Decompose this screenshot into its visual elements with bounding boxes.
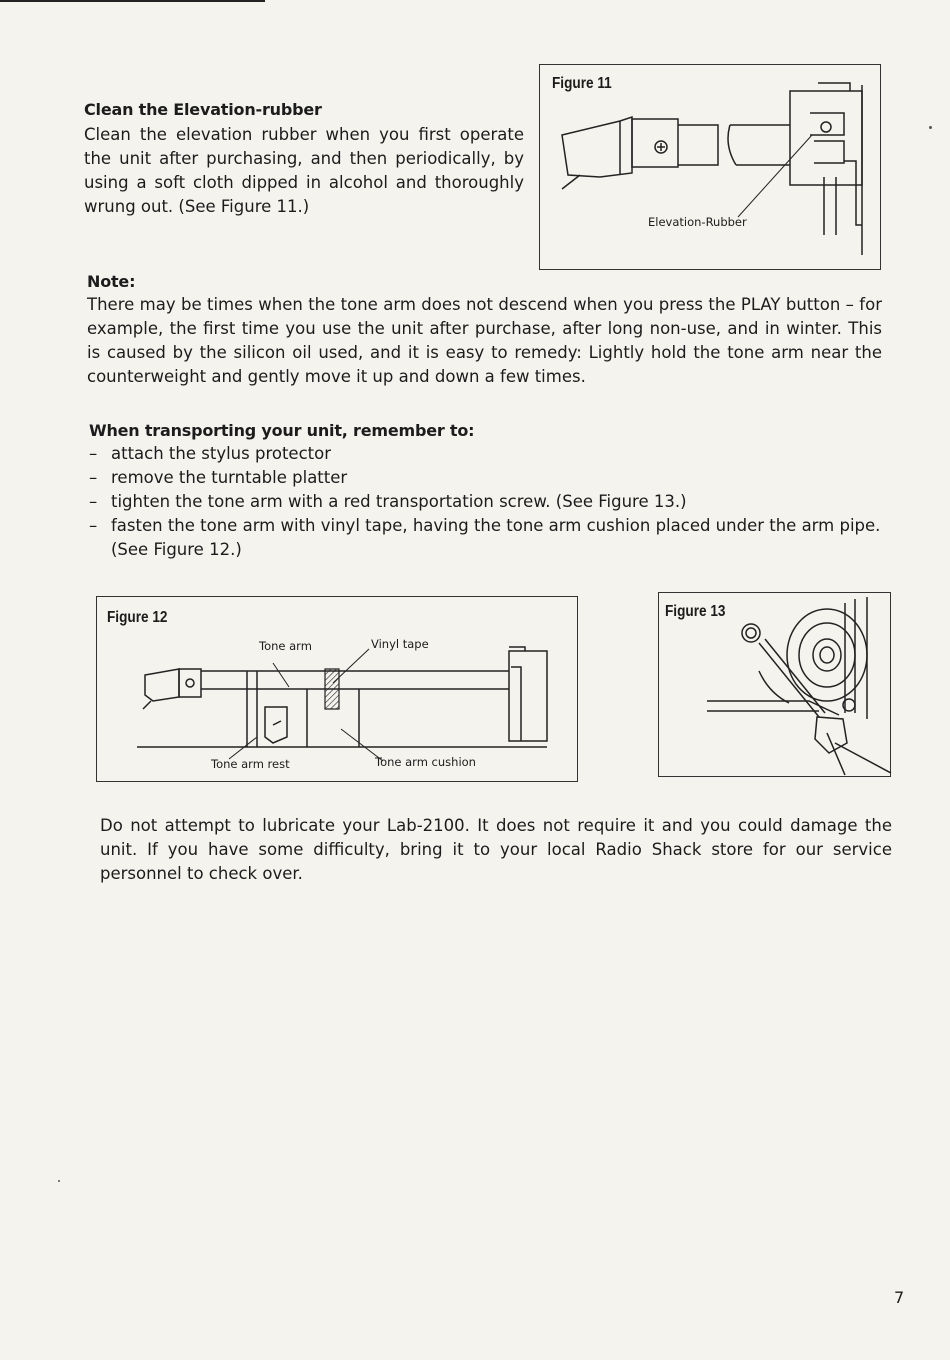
transport-heading: When transporting your unit, remember to:: [89, 421, 475, 440]
label-tone-arm-rest: Tone arm rest: [211, 757, 290, 771]
transport-list: [89, 442, 889, 562]
label-vinyl-tape: Vinyl tape: [371, 637, 429, 651]
figure-title: Figure 12: [107, 609, 168, 626]
section-lubricate-warning: [100, 814, 892, 886]
label-tone-arm-cushion: Tone arm cushion: [375, 755, 476, 769]
label-tone-arm: Tone arm: [259, 639, 312, 653]
note-heading: Note:: [87, 272, 136, 291]
note-body: There may be times when the tone arm does not descend when you press the PLAY button – for example, the first time you use the unit after purchase, after long non-use, and in winter. This is caused by the silicon oil used, and it is easy to remedy: Lightly hold the tone arm near the counterweight and gently move it up and down a few times.: [87, 295, 882, 386]
list-item: – fasten the tone arm with vinyl tape, having the tone arm cushion placed under the arm pipe. (See Figure 12.): [89, 514, 889, 562]
section-note: [87, 272, 882, 389]
figure-13-illustration: [659, 593, 890, 776]
section-transporting: [89, 421, 889, 562]
figure-11: [539, 64, 881, 270]
figure-12: [96, 596, 578, 782]
section-heading: Clean the Elevation-rubber: [84, 100, 322, 119]
label-elevation-rubber: Elevation-Rubber: [648, 215, 747, 229]
top-rule: [0, 0, 265, 2]
list-item: – remove the turntable platter: [89, 466, 889, 490]
speck: [929, 126, 932, 129]
section-clean-elevation-rubber: [84, 100, 524, 219]
speck: [58, 1180, 60, 1182]
figure-11-illustration: [540, 65, 880, 269]
page-number: 7: [894, 1288, 905, 1307]
lubricate-body: Do not attempt to lubricate your Lab-2100. It does not require it and you could damage the unit. If you have some difficulty, bring it to your local Radio Shack store for our service personnel to check over.: [100, 816, 892, 883]
figure-13: [658, 592, 891, 777]
figure-title: Figure 13: [665, 603, 726, 620]
figure-title: Figure 11: [552, 75, 612, 92]
section-body: Clean the elevation rubber when you first operate the unit after purchasing, and then periodically, by using a soft cloth dipped in alcohol and thoroughly wrung out. (See Figure 11.): [84, 125, 524, 216]
list-item: – tighten the tone arm with a red transportation screw. (See Figure 13.): [89, 490, 889, 514]
list-item: – attach the stylus protector: [89, 442, 889, 466]
figure-12-illustration: [97, 597, 577, 781]
